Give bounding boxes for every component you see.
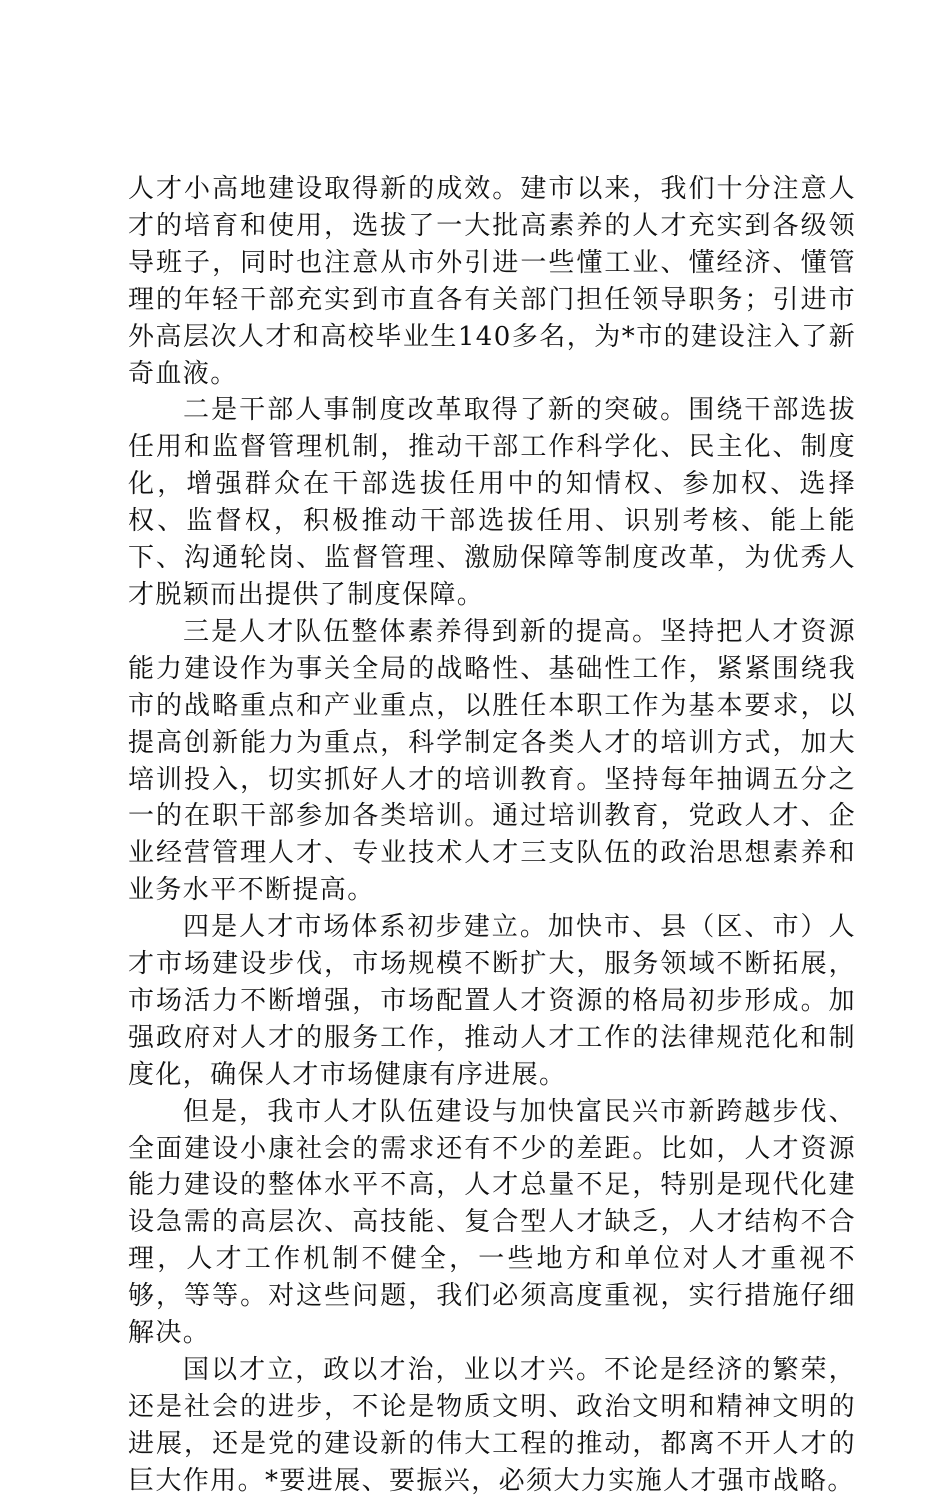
paragraph-gaps: 但是，我市人才队伍建设与加快富民兴市新跨越步伐、全面建设小康社会的需求还有不少的差距。比如，人才资源能力建设的整体水平不高，人才总量不足，特别是现代化建设急需的高层次、高技能、复合型人才缺乏，人才结构不合理，人才工作机制不健全，一些地方和单位对人才重视不够，等等。对这些问题，我们必须高度重视，实行措施仔细解决。 <box>128 1096 856 1349</box>
document-body <box>128 171 856 1500</box>
paragraph-talent-highland: 人才小高地建设取得新的成效。建市以来，我们十分注意人才的培育和使用，选拔了一大批高素养的人才充实到各级领导班子，同时也注意从市外引进一些懂工业、懂经济、懂管理的年轻干部充实到市直各有关部门担任领导职务；引进市外高层次人才和高校毕业生140多名，为*市的建设注入了新奇血液。 <box>128 174 856 389</box>
paragraph-strategy: 国以才立，政以才治，业以才兴。不论是经济的繁荣，还是社会的进步，不论是物质文明、政治文明和精神文明的进展，还是党的建设新的伟大工程的推动，都离不开人才的巨大作用。*要进展、要振兴，必须大力实施人才强市战略。 <box>128 1355 856 1496</box>
paragraph-personnel-reform: 二是干部人事制度改革取得了新的突破。围绕干部选拔任用和监督管理机制，推动干部工作科学化、民主化、制度化，增强群众在干部选拔任用中的知情权、参加权、选择权、监督权，积极推动干部选拔任用、识别考核、能上能下、沟通轮岗、监督管理、激励保障等制度改革，为优秀人才脱颖而出提供了制度保障。 <box>128 395 856 610</box>
paragraph-talent-quality: 三是人才队伍整体素养得到新的提高。坚持把人才资源能力建设作为事关全局的战略性、基础性工作，紧紧围绕我市的战略重点和产业重点，以胜任本职工作为基本要求，以提高创新能力为重点，科学制定各类人才的培训方式，加大培训投入，切实抓好人才的培训教育。坚持每年抽调五分之一的在职干部参加各类培训。通过培训教育，党政人才、企业经营管理人才、专业技术人才三支队伍的政治思想素养和业务水平不断提高。 <box>128 616 856 906</box>
paragraph-talent-market: 四是人才市场体系初步建立。加快市、县（区、市）人才市场建设步伐，市场规模不断扩大，服务领域不断拓展，市场活力不断增强，市场配置人才资源的格局初步形成。加强政府对人才的服务工作，推动人才工作的法律规范化和制度化，确保人才市场健康有序进展。 <box>128 912 856 1090</box>
